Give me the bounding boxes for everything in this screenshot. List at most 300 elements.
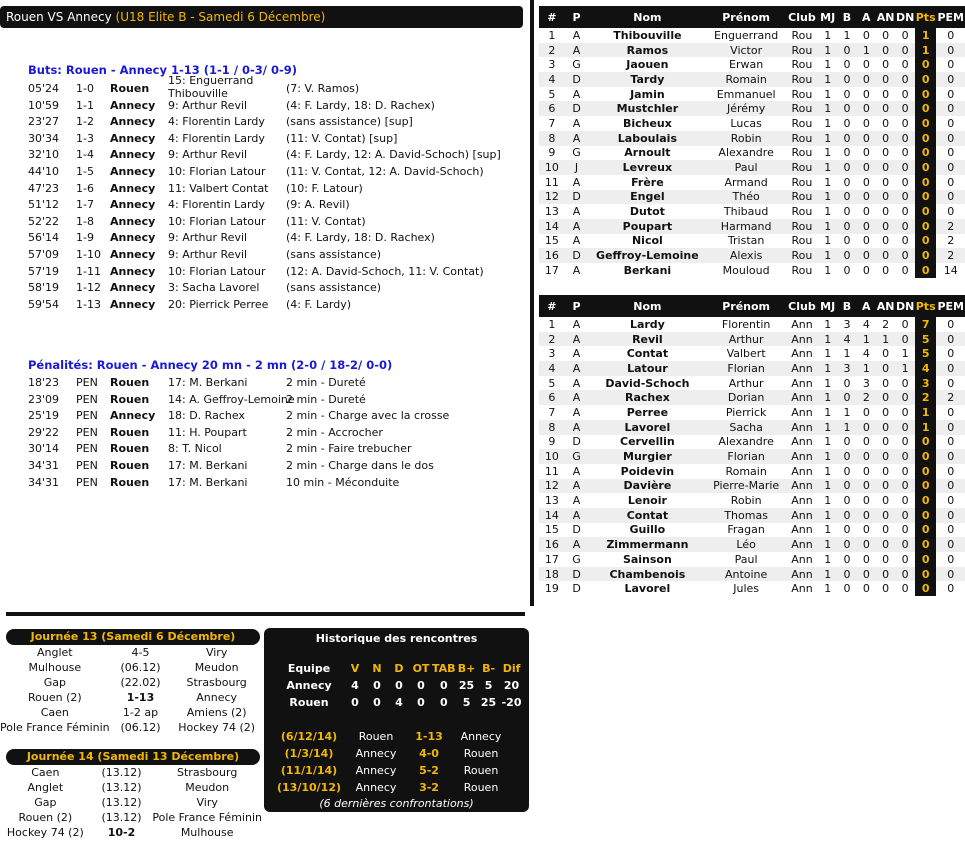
player-b: 1 — [843, 28, 851, 42]
player-b: 0 — [837, 479, 856, 494]
player-club: Ann — [791, 317, 813, 331]
roster-row — [539, 435, 965, 450]
player-position: A — [565, 390, 589, 405]
match-home: Gap — [43, 676, 66, 689]
player-number: 2 — [539, 332, 565, 347]
roster-row — [539, 449, 965, 464]
player-club: Rou — [786, 190, 818, 205]
player-a: 3 — [862, 376, 870, 390]
player-lastname: Lavorel — [588, 420, 706, 435]
penalty-team: Rouen — [110, 475, 150, 489]
history-stat: 0 — [373, 696, 381, 709]
player-club: Ann — [791, 376, 813, 390]
player-position: A — [572, 347, 581, 361]
player-lastname: Laboulais — [588, 131, 706, 146]
goal-scorer: 4: Florentin Lardy — [168, 131, 265, 145]
player-a: 2 — [857, 390, 876, 405]
roster-row — [539, 523, 965, 538]
match-row — [0, 795, 262, 810]
match-row — [0, 675, 262, 690]
player-pts: 0 — [915, 464, 936, 479]
player-an: 0 — [882, 376, 890, 390]
player-lastname: Levreux — [588, 160, 706, 175]
goal-time: 05'24 — [28, 82, 60, 95]
roster-row — [539, 101, 965, 116]
penalty-team: Rouen — [110, 376, 150, 389]
player-pem: 0 — [936, 537, 965, 552]
player-an: 0 — [876, 248, 895, 263]
goals-row — [0, 213, 523, 230]
goal-score: 1-1 — [76, 98, 94, 112]
player-mj: 1 — [824, 234, 832, 248]
player-pts: 0 — [915, 435, 936, 450]
roster-row — [539, 146, 965, 161]
player-firstname: Léo — [706, 537, 785, 552]
player-mj: 1 — [824, 116, 832, 130]
column-header-p: P — [565, 295, 589, 317]
history-score: 5-2 — [419, 764, 439, 777]
player-an: 0 — [882, 582, 890, 596]
player-mj: 1 — [818, 508, 837, 523]
player-a: 0 — [857, 160, 876, 175]
history-stat: 5 — [484, 679, 493, 692]
player-pts: 0 — [915, 537, 936, 552]
player-pem: 2 — [947, 234, 955, 248]
player-an: 0 — [876, 420, 895, 435]
column-header-dn: DN — [895, 295, 915, 317]
goal-team: Annecy — [110, 281, 156, 295]
player-b: 0 — [837, 508, 856, 523]
penalty-player: 17: M. Berkani — [168, 475, 248, 489]
player-pts: 0 — [915, 146, 936, 161]
player-b: 0 — [837, 72, 856, 87]
player-number: 12 — [539, 479, 565, 494]
history-team: Annecy — [286, 679, 332, 692]
player-b: 0 — [843, 376, 851, 390]
history-header-row — [274, 660, 524, 677]
match-away: Strasbourg — [186, 676, 247, 689]
player-lastname: Contat — [588, 508, 706, 523]
penalty-player: 8: T. Nicol — [168, 442, 222, 456]
player-an: 0 — [876, 479, 895, 494]
player-club: Rou — [786, 72, 818, 87]
player-an: 0 — [882, 263, 890, 277]
player-number: 15 — [544, 234, 559, 248]
roster-row — [539, 116, 965, 131]
player-an: 1 — [876, 332, 895, 347]
column-header-pem: PEM — [936, 6, 965, 28]
history-away: Rouen — [463, 764, 499, 777]
player-dn: 0 — [901, 205, 909, 219]
player-position: J — [565, 160, 589, 175]
player-b: 0 — [837, 219, 856, 234]
penalty-team: Rouen — [110, 392, 150, 406]
history-team: Rouen — [289, 696, 329, 709]
player-an: 0 — [876, 567, 895, 582]
player-pem: 0 — [936, 101, 965, 116]
player-dn: 0 — [895, 219, 915, 234]
player-firstname: Dorian — [706, 390, 785, 405]
goal-score: 1-8 — [76, 214, 94, 228]
goal-assists: (4: F. Lardy) — [286, 297, 352, 311]
player-pts: 5 — [915, 332, 936, 347]
player-dn: 0 — [901, 263, 909, 277]
player-pem: 0 — [947, 317, 955, 331]
history-footer: (6 dernières confrontations) — [319, 797, 474, 810]
player-lastname: David-Schoch — [605, 376, 690, 390]
player-dn: 0 — [901, 87, 909, 101]
goal-time: 23'27 — [28, 115, 60, 129]
player-dn: 0 — [901, 582, 909, 596]
player-position: D — [565, 567, 589, 582]
player-lastname: Thibouville — [613, 28, 682, 42]
history-match-row — [274, 745, 512, 762]
roster-row — [539, 405, 965, 420]
penalties-row — [0, 440, 523, 457]
goal-scorer: 9: Arthur Revil — [168, 231, 248, 245]
player-an: 0 — [882, 146, 890, 160]
player-lastname: Lavorel — [624, 582, 671, 596]
history-stat: 25 — [458, 679, 475, 692]
column-header-b: B — [837, 295, 856, 317]
player-a: 0 — [862, 582, 870, 596]
player-pts: 0 — [915, 479, 936, 494]
goals-row — [0, 113, 523, 130]
player-club: Rou — [786, 131, 818, 146]
roster-row — [539, 376, 965, 391]
penalties-row — [0, 407, 523, 424]
player-b: 0 — [837, 190, 856, 205]
column-header-an: AN — [876, 6, 895, 28]
goal-score: 1-4 — [76, 148, 94, 162]
player-firstname: Tristan — [727, 234, 765, 248]
goals-row — [0, 279, 523, 296]
penalty-time: 29'22 — [28, 425, 60, 439]
penalty-team: Annecy — [110, 409, 156, 423]
match-home: Anglet — [37, 646, 73, 659]
history-stat: 0 — [439, 679, 448, 692]
player-b: 1 — [843, 405, 851, 419]
player-lastname: Zimmermann — [588, 537, 706, 552]
player-b: 0 — [837, 101, 856, 116]
player-club: Ann — [786, 537, 818, 552]
goals-title: Buts: Rouen - Annecy 1-13 (1-1 / 0-3/ 0-9) — [28, 63, 298, 77]
match-score: (13.12) — [101, 766, 142, 779]
column-header-prenom: Prénom — [706, 6, 785, 28]
history-stat: -20 — [501, 696, 522, 709]
player-pem: 0 — [936, 479, 965, 494]
player-a: 0 — [857, 131, 876, 146]
roster-row — [539, 160, 965, 175]
player-mj: 1 — [824, 464, 832, 478]
match-away: Viry — [196, 796, 218, 809]
player-dn: 0 — [895, 101, 915, 116]
player-an: 0 — [882, 405, 890, 419]
player-position: A — [565, 479, 589, 494]
match-away: Hockey 74 (2) — [178, 721, 256, 734]
history-stat: 0 — [417, 696, 425, 709]
player-an: 0 — [876, 219, 895, 234]
player-a: 0 — [862, 552, 870, 566]
player-position: A — [572, 317, 581, 331]
player-firstname: Mouloud — [722, 263, 770, 277]
player-pts: 0 — [915, 190, 936, 205]
player-lastname: Cervellin — [620, 435, 675, 449]
goals-row — [0, 163, 523, 180]
match-row — [0, 660, 262, 675]
player-b: 0 — [843, 494, 851, 508]
player-b: 0 — [843, 146, 851, 160]
match-row — [0, 645, 262, 660]
history-score: 3-2 — [419, 781, 439, 794]
roster-row — [539, 57, 965, 72]
player-pem: 0 — [936, 361, 965, 376]
player-pem: 0 — [947, 376, 955, 390]
player-mj: 1 — [824, 146, 832, 160]
player-firstname: Arthur — [728, 376, 764, 390]
history-col-2: N — [372, 662, 382, 675]
player-lastname: Murgier — [588, 449, 706, 464]
player-mj: 1 — [824, 376, 832, 390]
player-number: 19 — [544, 582, 559, 596]
player-b: 0 — [837, 390, 856, 405]
player-pem: 0 — [947, 464, 955, 478]
goal-scorer: 10: Florian Latour — [168, 164, 266, 178]
match-row — [0, 720, 262, 735]
player-b: 0 — [843, 523, 851, 537]
roster-rouen — [539, 6, 965, 278]
player-position: G — [565, 449, 589, 464]
player-a: 0 — [862, 234, 870, 248]
player-lastname: Davière — [588, 479, 706, 494]
penalty-time: 18'23 — [28, 376, 60, 389]
player-firstname: Emmanuel — [716, 87, 776, 101]
match-score: (22.02) — [120, 676, 161, 689]
player-an: 2 — [882, 317, 890, 331]
player-lastname: Engel — [588, 190, 706, 205]
player-a: 0 — [862, 58, 870, 72]
player-club: Rou — [786, 43, 818, 58]
player-number: 14 — [539, 219, 565, 234]
player-firstname: Lucas — [730, 116, 762, 130]
player-mj: 1 — [818, 219, 837, 234]
player-firstname: Thibaud — [723, 205, 769, 219]
player-an: 0 — [876, 390, 895, 405]
player-a: 0 — [862, 116, 870, 130]
match-home: Rouen (2) — [27, 691, 82, 704]
player-an: 0 — [882, 464, 890, 478]
goal-score: 1-5 — [76, 164, 94, 178]
goal-score: 1-12 — [76, 281, 101, 295]
goal-scorer: 9: Arthur Revil — [168, 148, 248, 162]
goal-team: Annecy — [110, 214, 156, 228]
player-number: 3 — [548, 58, 556, 72]
player-club: Rou — [791, 28, 813, 42]
history-match-row — [274, 728, 512, 745]
player-b: 0 — [837, 248, 856, 263]
penalty-player: 17: M. Berkani — [168, 458, 248, 472]
roster-row — [539, 508, 965, 523]
player-an: 0 — [876, 190, 895, 205]
match-away: Pole France Féminin — [152, 811, 262, 824]
penalty-time: 25'19 — [28, 409, 60, 423]
player-a: 0 — [862, 464, 870, 478]
goal-assists: (4: F. Lardy, 12: A. David-Schoch) [sup] — [286, 148, 501, 162]
player-firstname: Florian — [706, 361, 785, 376]
player-lastname: Poupart — [588, 219, 706, 234]
player-dn: 0 — [901, 175, 909, 189]
player-mj: 1 — [818, 332, 837, 347]
match-home: Hockey 74 (2) — [6, 826, 84, 839]
player-an: 0 — [882, 234, 890, 248]
match-away: Viry — [205, 646, 228, 659]
player-mj: 1 — [824, 87, 832, 101]
player-b: 0 — [837, 537, 856, 552]
penalty-detail: 2 min - Charge dans le dos — [286, 458, 434, 472]
match-home: Rouen (2) — [18, 811, 73, 824]
penalty-type: PEN — [76, 425, 98, 439]
player-number: 6 — [539, 390, 565, 405]
player-an: 0 — [876, 72, 895, 87]
player-number: 12 — [539, 190, 565, 205]
player-number: 3 — [548, 347, 556, 361]
player-dn: 0 — [895, 479, 915, 494]
roster-row — [539, 390, 965, 405]
player-dn: 1 — [901, 347, 909, 361]
player-b: 0 — [837, 449, 856, 464]
player-lastname: Revil — [588, 332, 706, 347]
player-b: 0 — [837, 567, 856, 582]
player-pem: 0 — [947, 87, 955, 101]
history-away: Annecy — [460, 730, 502, 743]
goals-row — [0, 130, 523, 147]
penalty-player: 11: H. Poupart — [168, 425, 247, 439]
roster-row — [539, 87, 965, 102]
history-away: Rouen — [463, 781, 499, 794]
player-a: 1 — [857, 43, 876, 58]
goal-time: 58'19 — [28, 281, 60, 295]
goal-team: Annecy — [110, 198, 156, 212]
roster-row — [539, 420, 965, 435]
goal-time: 32'10 — [28, 148, 60, 162]
player-firstname: Arthur — [706, 332, 785, 347]
player-an: 0 — [876, 101, 895, 116]
player-club: Rou — [791, 116, 813, 130]
history-team-row — [274, 677, 524, 694]
player-number: 14 — [539, 508, 565, 523]
player-pem: 0 — [936, 43, 965, 58]
player-position: G — [572, 552, 581, 566]
player-a: 0 — [862, 205, 870, 219]
player-position: A — [565, 43, 589, 58]
player-firstname: Paul — [706, 160, 785, 175]
player-mj: 1 — [818, 420, 837, 435]
player-pem: 0 — [947, 205, 955, 219]
goal-time: 51'12 — [28, 198, 60, 212]
player-number: 15 — [544, 523, 559, 537]
goal-team: Annecy — [110, 148, 156, 162]
match-row — [0, 780, 262, 795]
player-number: 13 — [544, 205, 559, 219]
player-firstname: Alexandre — [718, 146, 774, 160]
player-a: 0 — [862, 175, 870, 189]
goal-scorer: 9: Arthur Revil — [168, 98, 248, 112]
match-score: (13.12) — [101, 811, 142, 824]
player-position: A — [572, 87, 581, 101]
player-number: 11 — [544, 175, 559, 189]
player-an: 0 — [876, 537, 895, 552]
player-position: A — [572, 464, 581, 478]
player-pts: 0 — [915, 72, 936, 87]
player-b: 0 — [843, 464, 851, 478]
player-dn: 0 — [895, 567, 915, 582]
player-dn: 0 — [901, 28, 909, 42]
player-mj: 1 — [818, 101, 837, 116]
player-a: 0 — [857, 101, 876, 116]
match-away: Meudon — [194, 661, 239, 674]
player-number: 17 — [544, 263, 559, 277]
player-position: D — [565, 248, 589, 263]
history-stat: 4 — [395, 696, 403, 709]
penalty-team: Rouen — [110, 458, 150, 472]
player-b: 0 — [843, 87, 851, 101]
penalty-type: PEN — [76, 376, 98, 389]
player-mj: 1 — [824, 494, 832, 508]
goal-time: 57'09 — [28, 247, 60, 261]
player-lastname: Contat — [626, 347, 669, 361]
player-position: A — [572, 494, 581, 508]
player-pts: 0 — [915, 552, 936, 567]
goals-row — [0, 97, 523, 114]
match-row — [0, 705, 262, 720]
history-home: Rouen — [358, 730, 394, 743]
history-stat: 0 — [417, 679, 425, 692]
roster-header-row — [539, 6, 965, 28]
day13-title: Journée 13 (Samedi 6 Décembre) — [6, 629, 260, 645]
player-dn: 1 — [895, 361, 915, 376]
history-col-0: Equipe — [287, 662, 331, 675]
player-firstname: Harmand — [706, 219, 785, 234]
column-header-a: A — [857, 6, 876, 28]
player-pem: 0 — [947, 552, 955, 566]
goal-score: 1-13 — [76, 297, 101, 311]
roster-row — [539, 263, 965, 278]
player-pem: 0 — [947, 28, 955, 42]
penalty-type: PEN — [76, 458, 98, 472]
player-firstname: Fragan — [727, 523, 765, 537]
penalty-detail: 2 min - Faire trebucher — [286, 442, 412, 456]
player-pem: 0 — [947, 523, 955, 537]
player-pem: 0 — [936, 332, 965, 347]
roster-row — [539, 175, 965, 190]
player-firstname: Erwan — [729, 58, 764, 72]
player-dn: 0 — [895, 332, 915, 347]
penalty-type: PEN — [76, 392, 98, 406]
roster-row — [539, 317, 965, 332]
player-club: Ann — [791, 552, 813, 566]
goal-scorer: 9: Arthur Revil — [168, 247, 248, 261]
player-dn: 0 — [901, 317, 909, 331]
player-dn: 0 — [901, 116, 909, 130]
history-home: Annecy — [355, 764, 397, 777]
player-b: 4 — [837, 332, 856, 347]
match-home: Anglet — [27, 781, 64, 794]
roster-row — [539, 219, 965, 234]
penalty-detail: 2 min - Dureté — [286, 392, 366, 406]
match-header — [0, 6, 523, 28]
player-club: Ann — [786, 567, 818, 582]
player-a: 4 — [862, 347, 870, 361]
